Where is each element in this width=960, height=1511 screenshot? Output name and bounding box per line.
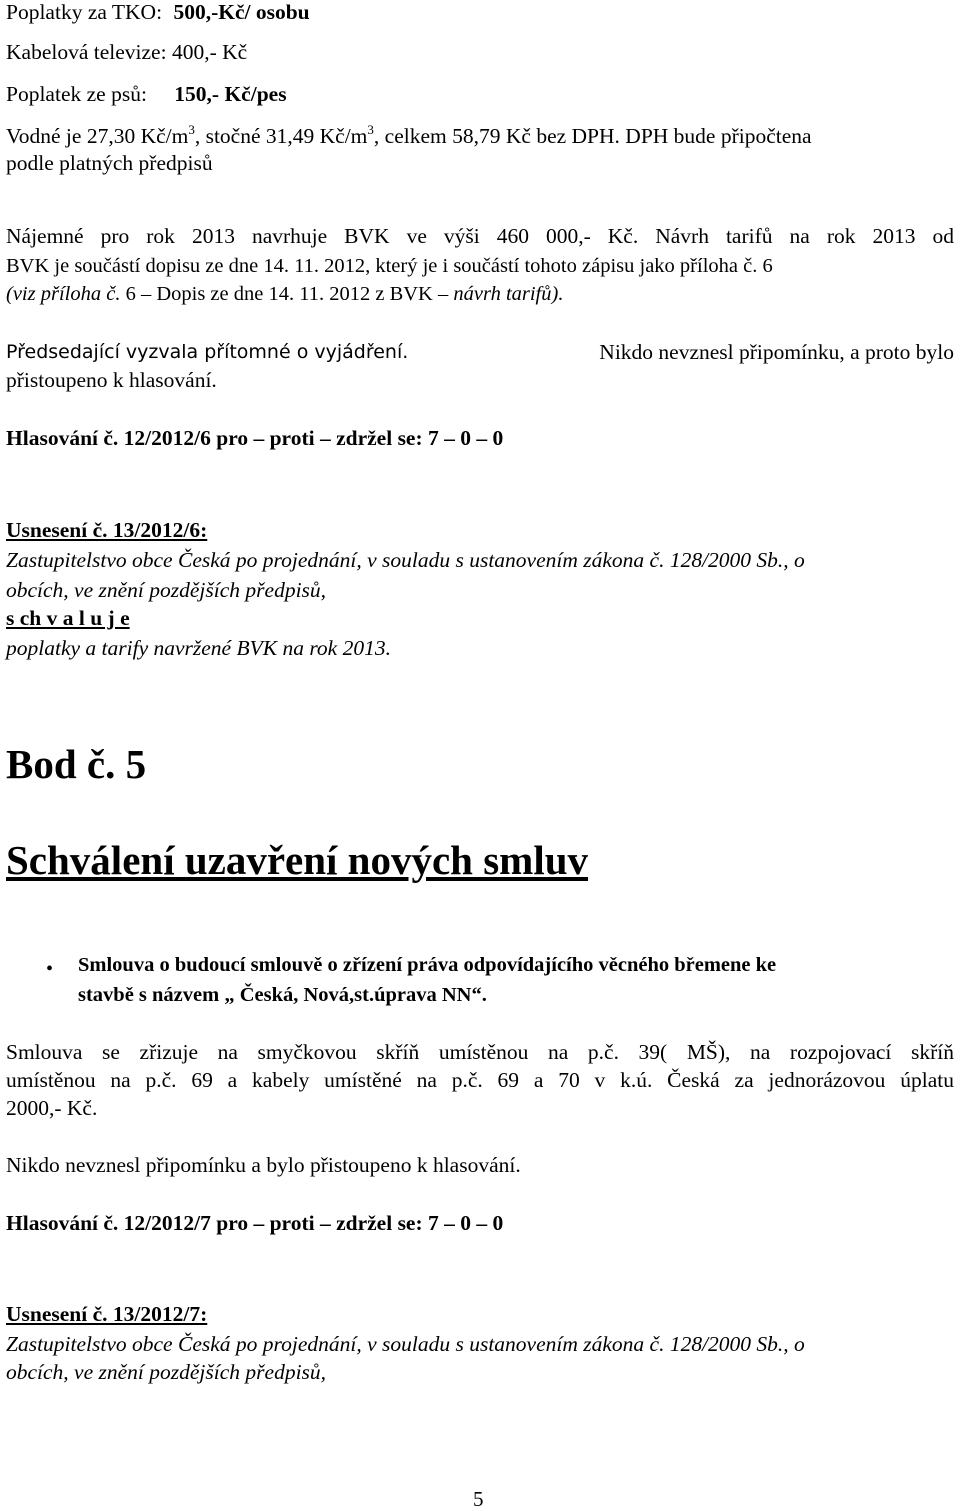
section-number: Bod č. 5 <box>6 741 147 787</box>
fee-tko <box>6 0 310 24</box>
resolution-1-line-1: Zastupitelstvo obce Česká po projednání, v souladu s ustanovením zákona č. 128/2000 Sb., o <box>6 548 805 572</box>
contract-desc-line-2: umístěnou na p.č. 69 a kabely umístěné na p.č. 69 a 70 v k.ú. Česká za jednorázovou úplatu <box>6 1068 954 1092</box>
discussion-1-line-1 <box>6 340 954 364</box>
fee-dog-value: 150,- Kč/pes <box>174 82 287 106</box>
resolution-1-approves: s ch v a l u j e <box>6 606 130 630</box>
rent-line-3 <box>6 282 563 306</box>
resolution-1-line-3: poplatky a tarify navržené BVK na rok 2013. <box>6 636 391 660</box>
vote-1: Hlasování č. 12/2012/6 pro – proti – zdržel se: 7 – 0 – 0 <box>6 426 504 450</box>
contract-bullet-line-2: stavbě s názvem „ Česká, Nová,st.úprava NN“. <box>78 984 487 1006</box>
rent-ref-a: (viz příloha č. <box>6 283 121 305</box>
fee-tko-label: Poplatky za TKO: <box>6 0 163 24</box>
vote-2: Hlasování č. 12/2012/7 pro – proti – zdržel se: 7 – 0 – 0 <box>6 1211 504 1235</box>
resolution-1-line-2: obcích, ve znění pozdějších předpisů, <box>6 578 327 602</box>
fee-dog <box>6 82 287 106</box>
rent-line-1: Nájemné pro rok 2013 navrhuje BVK ve výši 460 000,- Kč. Návrh tarifů na rok 2013 od <box>6 224 954 248</box>
resolution-2-line-2: obcích, ve znění pozdějších předpisů, <box>6 1360 327 1384</box>
discussion-2: Nikdo nevznesl připomínku a bylo přistoupeno k hlasování. <box>6 1153 521 1177</box>
fee-tko-value: 500,-Kč/ osobu <box>173 0 310 24</box>
water-text-a: Vodné je 27,30 Kč/m <box>6 124 189 148</box>
fee-cable: Kabelová televize: 400,- Kč <box>6 40 248 64</box>
water-text-b: , stočné 31,49 Kč/m <box>194 124 368 148</box>
contract-desc-line-3: 2000,- Kč. <box>6 1096 98 1120</box>
bullet-dot-icon: • <box>46 958 54 980</box>
rent-ref-c: návrh tarifů). <box>453 283 564 305</box>
contract-bullet-line-1: Smlouva o budoucí smlouvě o zřízení práva odpovídajícího věcného břemene ke <box>78 954 777 976</box>
contract-desc-line-1: Smlouva se zřizuje na smyčkovou skříň umístěnou na p.č. 39( MŠ), na rozpojovací skříň <box>6 1040 954 1064</box>
water-text-c: , celkem 58,79 Kč bez DPH. DPH bude připočtena <box>373 124 812 148</box>
water-sup-1: 3 <box>188 122 195 137</box>
water-line-2: podle platných předpisů <box>6 151 213 175</box>
section-title: Schválení uzavření nových smluv <box>6 837 589 883</box>
page-number: 5 <box>473 1487 484 1511</box>
water-sup-2: 3 <box>367 122 374 137</box>
water-line-1 <box>6 124 812 148</box>
discussion-1-chair: Předsedající vyzvala přítomné o vyjádření. <box>6 341 409 363</box>
rent-line-2: BVK je součástí dopisu ze dne 14. 11. 2012, který je i součástí tohoto zápisu jako příloha č. 6 <box>6 255 773 277</box>
discussion-1-result: Nikdo nevznesl připomínku, a proto bylo <box>599 340 954 364</box>
rent-ref-b: 6 – Dopis ze dne 14. 11. 2012 z BVK – <box>120 283 454 305</box>
resolution-1-title: Usnesení č. 13/2012/6: <box>6 518 208 542</box>
fee-dog-label: Poplatek ze psů: <box>6 82 147 106</box>
resolution-2-title: Usnesení č. 13/2012/7: <box>6 1302 208 1326</box>
resolution-2-line-1: Zastupitelstvo obce Česká po projednání, v souladu s ustanovením zákona č. 128/2000 Sb., o <box>6 1332 805 1356</box>
discussion-1-line-2: přistoupeno k hlasování. <box>6 368 217 392</box>
